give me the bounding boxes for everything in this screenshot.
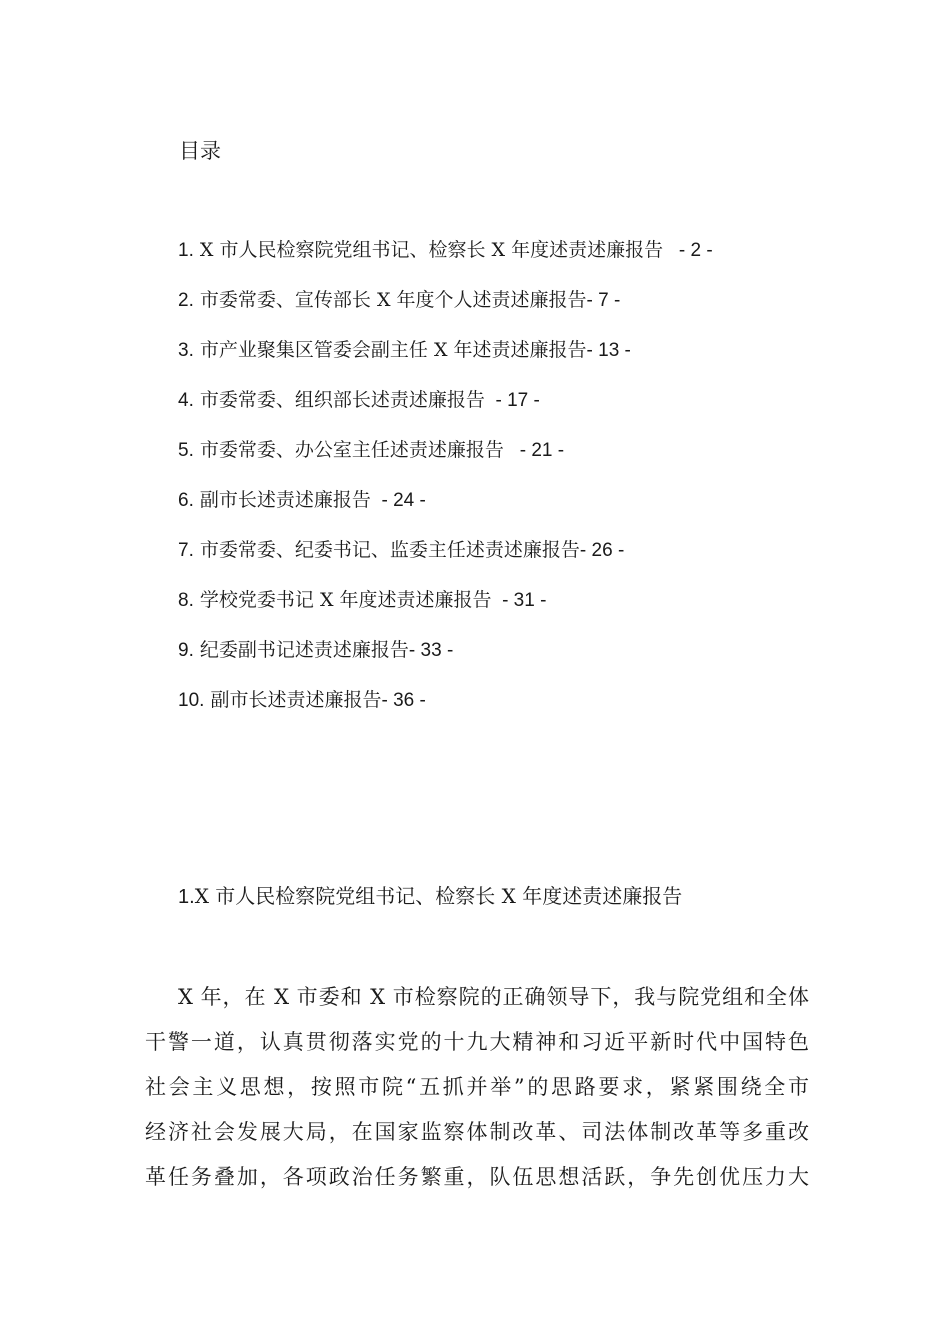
toc-list: [178, 234, 713, 734]
toc-item-number: 7.: [178, 540, 194, 561]
toc-item-page: - 36 -: [381, 690, 426, 711]
toc-item-title: 市委常委、宣传部长 X 年度个人述责述廉报告: [199, 289, 587, 311]
section-number: 1.: [178, 886, 195, 908]
toc-item-page: - 33 -: [408, 640, 454, 661]
toc-item-page: - 13 -: [586, 340, 631, 361]
toc-item-number: 2.: [178, 290, 194, 311]
toc-item[interactable]: [178, 684, 713, 734]
toc-item-page: - 24 -: [370, 490, 426, 511]
paragraph-line: 经济社会发展大局，在国家监察体制改革、司法体制改革等多重改: [145, 1120, 809, 1144]
paragraph-line: 革任务叠加，各项政治任务繁重，队伍思想活跃，争先创优压力大: [145, 1165, 809, 1189]
toc-item-number: 1.: [178, 240, 194, 261]
toc-item-number: 3.: [178, 340, 194, 361]
toc-item-title: 纪委副书记述责述廉报告: [199, 639, 409, 661]
toc-item-title: 市产业聚集区管委会副主任 X 年述责述廉报告: [199, 339, 587, 361]
toc-item-title: 副市长述责述廉报告: [210, 689, 382, 711]
toc-item[interactable]: [178, 634, 713, 684]
toc-item-number: 4.: [178, 390, 194, 411]
toc-item-page: - 17 -: [484, 390, 540, 411]
section-heading: [178, 880, 682, 913]
toc-item-title: 副市长述责述廉报告: [199, 489, 371, 511]
toc-item-title: 学校党委书记 X 年度述责述廉报告: [199, 589, 492, 611]
toc-item[interactable]: [178, 334, 713, 384]
paragraph-line: 社会主义思想，按照市院“五抓并举”的思路要求，紧紧围绕全市: [145, 1075, 809, 1099]
toc-item[interactable]: [178, 234, 713, 284]
toc-item-number: 6.: [178, 490, 194, 511]
toc-item-page: - 26 -: [579, 540, 625, 561]
toc-item-number: 8.: [178, 590, 194, 611]
body-paragraph: [145, 975, 809, 1200]
toc-item-number: 10.: [178, 690, 205, 711]
toc-item-page: - 2 -: [663, 240, 713, 261]
toc-item-number: 9.: [178, 640, 194, 661]
toc-item-page: - 7 -: [586, 290, 621, 311]
paragraph-line: 干警一道，认真贯彻落实党的十九大精神和习近平新时代中国特色: [145, 1030, 809, 1054]
toc-item-page: - 21 -: [503, 440, 565, 461]
toc-item-title: 市委常委、纪委书记、监委主任述责述廉报告: [199, 539, 580, 561]
toc-item-page: - 31 -: [491, 590, 547, 611]
paragraph-line: X 年，在 X 市委和 X 市检察院的正确领导下，我与院党组和全体: [178, 985, 809, 1009]
toc-title: 目录: [179, 139, 221, 163]
toc-item[interactable]: [178, 434, 713, 484]
toc-item[interactable]: [178, 534, 713, 584]
toc-item-number: 5.: [178, 440, 194, 461]
toc-item[interactable]: [178, 484, 713, 534]
toc-item-title: 市委常委、组织部长述责述廉报告: [199, 389, 485, 411]
toc-item-title: 市委常委、办公室主任述责述廉报告: [199, 439, 504, 461]
toc-item[interactable]: [178, 284, 713, 334]
toc-item[interactable]: [178, 384, 713, 434]
toc-item[interactable]: [178, 584, 713, 634]
section-title: X 市人民检察院党组书记、检察长 X 年度述责述廉报告: [194, 884, 683, 908]
toc-item-title: X 市人民检察院党组书记、检察长 X 年度述责述廉报告: [199, 239, 664, 261]
